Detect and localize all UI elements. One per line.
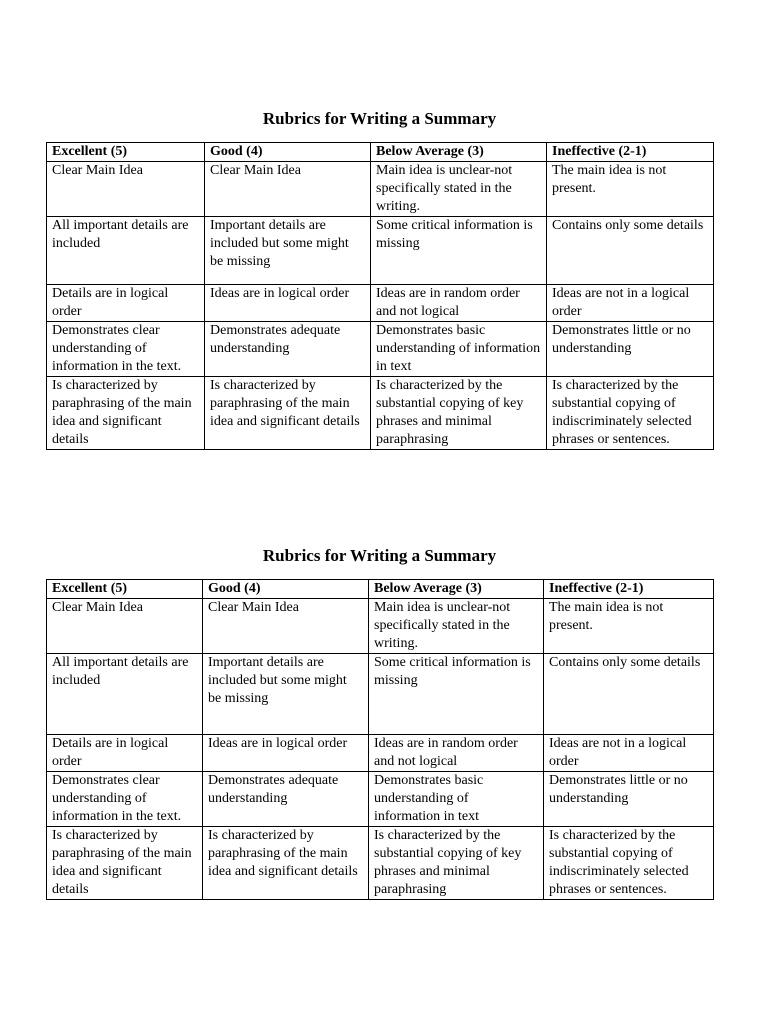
table-row xyxy=(47,735,714,772)
table-cell: Ideas are in random order and not logical xyxy=(371,285,547,322)
table-cell: Clear Main Idea xyxy=(47,162,205,217)
rubric-table xyxy=(46,142,714,450)
rubric-section-2 xyxy=(46,546,713,900)
table-cell: Some critical information is missing xyxy=(371,217,547,285)
header-good: Good (4) xyxy=(203,580,369,599)
table-row xyxy=(47,772,714,827)
table-cell: Demonstrates adequate understanding xyxy=(203,772,369,827)
table-cell: Important details are included but some might be missing xyxy=(203,654,369,735)
table-cell: Demonstrates basic understanding of information in text xyxy=(371,322,547,377)
table-cell: Ideas are in logical order xyxy=(205,285,371,322)
table-cell: Is characterized by paraphrasing of the main idea and significant details xyxy=(203,827,369,900)
table-cell: The main idea is not present. xyxy=(544,599,714,654)
table-row xyxy=(47,322,714,377)
table-row xyxy=(47,285,714,322)
table-cell: Contains only some details xyxy=(544,654,714,735)
table-cell: Ideas are in logical order xyxy=(203,735,369,772)
table-cell: Ideas are not in a logical order xyxy=(547,285,714,322)
table-row xyxy=(47,377,714,450)
table-header-row xyxy=(47,580,714,599)
header-ineffective: Ineffective (2-1) xyxy=(547,143,714,162)
header-below-average: Below Average (3) xyxy=(369,580,544,599)
header-good: Good (4) xyxy=(205,143,371,162)
table-cell: Demonstrates basic understanding of information in text xyxy=(369,772,544,827)
table-cell: Details are in logical order xyxy=(47,735,203,772)
header-ineffective: Ineffective (2-1) xyxy=(544,580,714,599)
table-cell: Is characterized by paraphrasing of the main idea and significant details xyxy=(47,827,203,900)
table-row xyxy=(47,217,714,285)
table-cell: Demonstrates clear understanding of information in the text. xyxy=(47,772,203,827)
table-cell: Is characterized by the substantial copying of key phrases and minimal paraphrasing xyxy=(369,827,544,900)
table-header-row xyxy=(47,143,714,162)
rubric-table xyxy=(46,579,714,900)
table-cell: All important details are included xyxy=(47,217,205,285)
table-row xyxy=(47,827,714,900)
rubric-section-1 xyxy=(46,109,713,450)
table-cell: Main idea is unclear-not specifically stated in the writing. xyxy=(371,162,547,217)
table-cell: Demonstrates little or no understanding xyxy=(547,322,714,377)
table-cell: Details are in logical order xyxy=(47,285,205,322)
header-below-average: Below Average (3) xyxy=(371,143,547,162)
table-cell: Main idea is unclear-not specifically stated in the writing. xyxy=(369,599,544,654)
table-cell: Clear Main Idea xyxy=(203,599,369,654)
table-row xyxy=(47,654,714,735)
table-cell: The main idea is not present. xyxy=(547,162,714,217)
rubric-title: Rubrics for Writing a Summary xyxy=(262,109,497,128)
header-excellent: Excellent (5) xyxy=(47,143,205,162)
table-cell: Demonstrates little or no understanding xyxy=(544,772,714,827)
table-cell: Clear Main Idea xyxy=(47,599,203,654)
table-cell: All important details are included xyxy=(47,654,203,735)
table-cell: Is characterized by the substantial copying of key phrases and minimal paraphrasing xyxy=(371,377,547,450)
table-cell: Demonstrates adequate understanding xyxy=(205,322,371,377)
table-cell: Is characterized by paraphrasing of the main idea and significant details xyxy=(205,377,371,450)
table-cell: Ideas are not in a logical order xyxy=(544,735,714,772)
table-cell: Is characterized by the substantial copying of indiscriminately selected phrases or sentences. xyxy=(544,827,714,900)
table-cell: Demonstrates clear understanding of information in the text. xyxy=(47,322,205,377)
table-cell: Ideas are in random order and not logical xyxy=(369,735,544,772)
table-cell: Clear Main Idea xyxy=(205,162,371,217)
table-cell: Is characterized by paraphrasing of the main idea and significant details xyxy=(47,377,205,450)
table-cell: Some critical information is missing xyxy=(369,654,544,735)
table-cell: Is characterized by the substantial copying of indiscriminately selected phrases or sentences. xyxy=(547,377,714,450)
rubric-title: Rubrics for Writing a Summary xyxy=(262,546,497,565)
table-row xyxy=(47,162,714,217)
table-cell: Important details are included but some might be missing xyxy=(205,217,371,285)
header-excellent: Excellent (5) xyxy=(47,580,203,599)
table-row xyxy=(47,599,714,654)
table-cell: Contains only some details xyxy=(547,217,714,285)
